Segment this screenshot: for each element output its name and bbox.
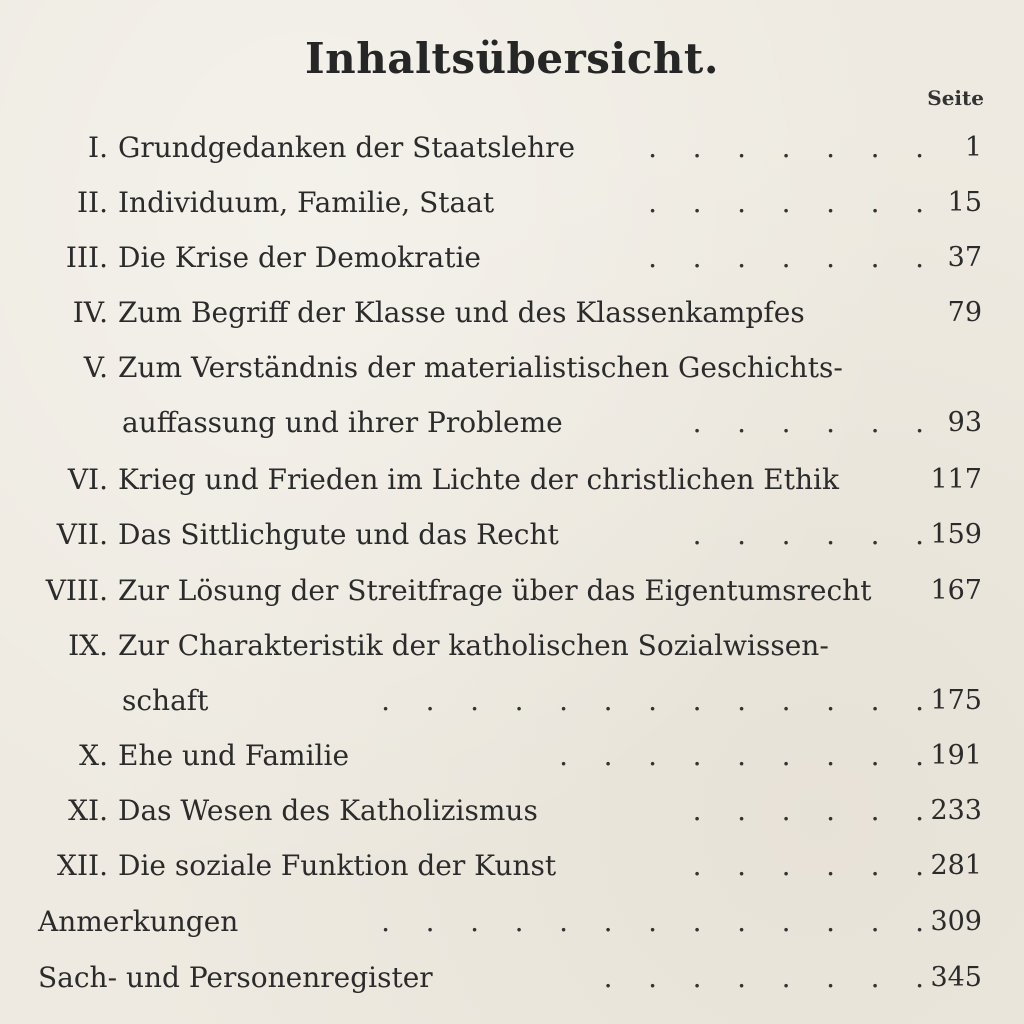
chapter-number: V. <box>83 351 108 384</box>
leader-dots: . . . . . . . . . <box>559 739 924 772</box>
toc-entry <box>0 238 1024 278</box>
toc-entry <box>0 515 1024 555</box>
chapter-title: Krieg und Frieden im Lichte der christlichen Ethik <box>118 463 839 496</box>
leader-dots: . . . . . . . . . . . . . <box>381 905 924 938</box>
chapter-title: Die soziale Funktion der Kunst <box>118 849 557 882</box>
page-number: 345 <box>930 962 982 993</box>
leader-dots: . . . . . . . . . . . . . <box>381 684 924 717</box>
toc-entry-continuation <box>0 403 1024 443</box>
chapter-number: II. <box>76 186 108 219</box>
page-number: 281 <box>930 850 982 881</box>
page-number: 175 <box>930 685 982 716</box>
leader-dots: . . . . . . <box>692 406 924 439</box>
chapter-number: VIII. <box>45 574 108 607</box>
toc-entry <box>0 128 1024 168</box>
page-number: 233 <box>930 795 982 826</box>
page-number: 15 <box>947 187 982 218</box>
toc-entry <box>0 460 1024 500</box>
chapter-number: VII. <box>56 518 108 551</box>
page-number: 93 <box>947 407 982 438</box>
chapter-title: Zum Verständnis der materialistischen Geschichts- <box>118 351 843 384</box>
toc-entry-continuation <box>0 681 1024 721</box>
toc-entry <box>0 183 1024 223</box>
toc-entry <box>0 791 1024 831</box>
page-title: Inhaltsübersicht. <box>305 34 719 83</box>
chapter-title-continuation: schaft <box>122 684 209 717</box>
leader-dots: . . . . . . <box>692 518 924 551</box>
chapter-title: Zur Charakteristik der katholischen Sozialwissen- <box>118 629 829 662</box>
chapter-title: Die Krise der Demokratie <box>118 241 482 274</box>
chapter-title: Zum Begriff der Klasse und des Klassenkampfes <box>118 296 805 329</box>
chapter-title: Ehe und Familie <box>118 739 350 772</box>
leader-dots: . . . . . . . <box>648 186 924 219</box>
chapter-title: Individuum, Familie, Staat <box>118 186 495 219</box>
page-column-label: Seite <box>927 86 984 110</box>
leader-dots: . . . . . . . . <box>603 961 924 994</box>
toc-entry <box>0 846 1024 886</box>
toc-entry <box>0 571 1024 611</box>
appendix-title: Sach- und Personenregister <box>38 961 433 994</box>
leader-dots: . . . . . . <box>692 794 924 827</box>
chapter-number: IV. <box>72 296 108 329</box>
chapter-title: Das Sittlichgute und das Recht <box>118 518 559 551</box>
leader-dots: . . . . . . . <box>648 241 924 274</box>
page-number: 191 <box>930 740 982 771</box>
chapter-title-continuation: auffassung und ihrer Probleme <box>122 406 563 439</box>
chapter-number: IX. <box>68 629 108 662</box>
page-number: 37 <box>947 242 982 273</box>
chapter-number: I. <box>88 131 108 164</box>
chapter-number: XII. <box>57 849 108 882</box>
page-number: 79 <box>947 297 982 328</box>
page-number: 167 <box>930 575 982 606</box>
chapter-number: VI. <box>67 463 108 496</box>
chapter-title: Das Wesen des Katholizismus <box>118 794 538 827</box>
leader-dots: . . . . . . . <box>648 131 924 164</box>
toc-entry <box>0 736 1024 776</box>
chapter-number: III. <box>65 241 108 274</box>
page-number: 309 <box>930 906 982 937</box>
page-number: 117 <box>930 464 982 495</box>
chapter-title: Zur Lösung der Streitfrage über das Eigentumsrecht <box>118 574 872 607</box>
chapter-number: X. <box>79 739 108 772</box>
toc-entry-appendix <box>0 958 1024 998</box>
appendix-title: Anmerkungen <box>38 905 239 938</box>
page-number: 1 <box>964 132 982 163</box>
chapter-number: XI. <box>68 794 108 827</box>
toc-entry <box>0 626 1024 666</box>
toc-entry <box>0 348 1024 388</box>
chapter-title: Grundgedanken der Staatslehre <box>118 131 576 164</box>
page-number: 159 <box>930 519 982 550</box>
toc-entry <box>0 293 1024 333</box>
leader-dots: . . . . . . <box>692 849 924 882</box>
toc-entry-appendix <box>0 902 1024 942</box>
